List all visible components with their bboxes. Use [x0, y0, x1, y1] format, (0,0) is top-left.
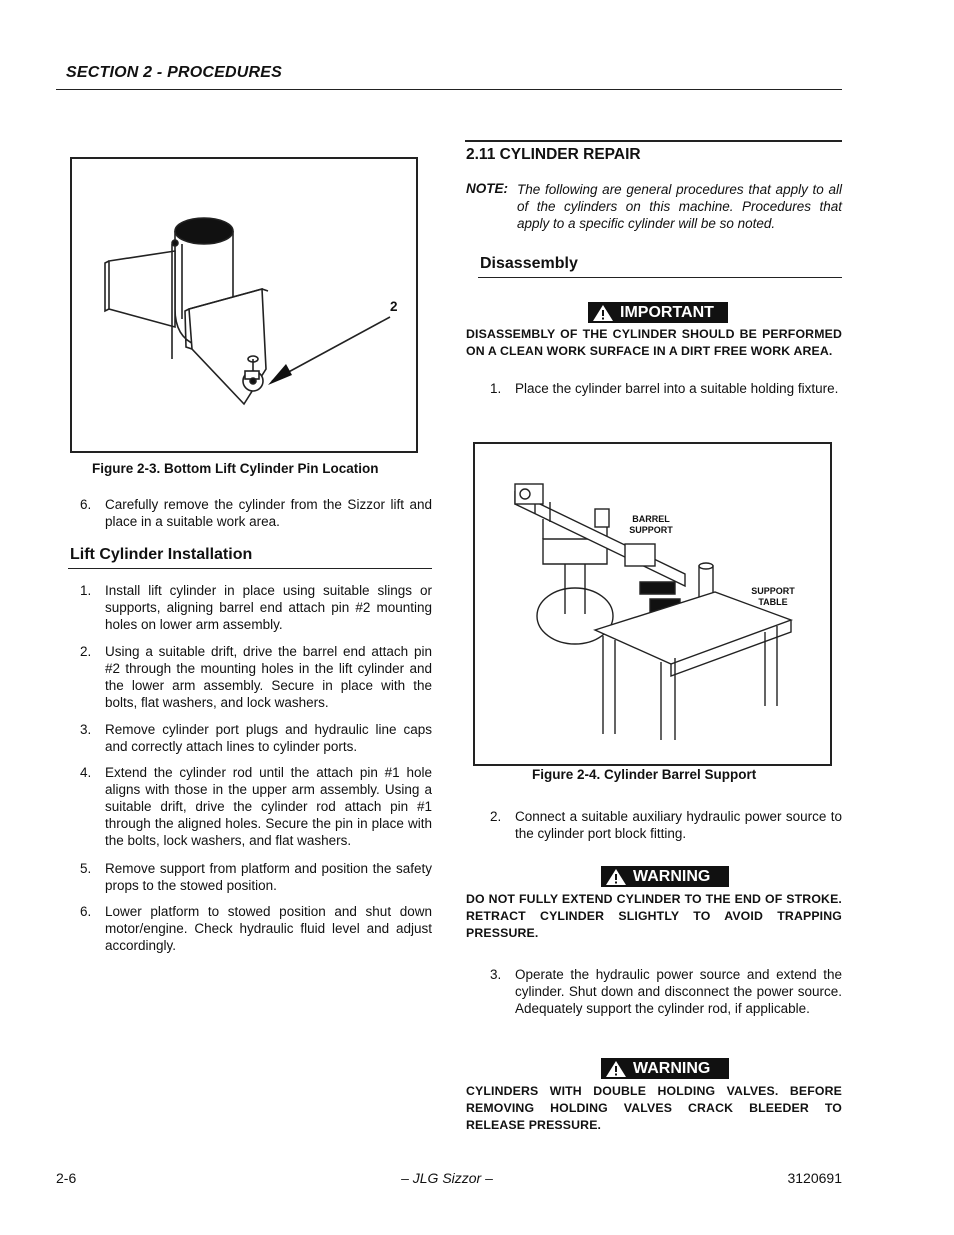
list-number: 2.	[490, 809, 502, 824]
list-text: Install lift cylinder in place using suitable slings or supports, aligning barrel end attach pin #2 mounting holes on lower arm assembly.	[105, 583, 432, 632]
lift-cylinder-pin-illustration	[72, 159, 416, 451]
warning-triangle-icon	[592, 304, 614, 322]
warning-badge	[601, 866, 729, 887]
heading-rule	[68, 568, 432, 569]
figure-cylinder-barrel-support	[473, 442, 832, 766]
warning-text: CYLINDERS WITH DOUBLE HOLDING VALVES. BEFORE REMOVING HOLDING VALVES CRACK BLEEDER TO RELEASE PRESSURE.	[466, 1084, 842, 1132]
important-badge	[588, 302, 728, 323]
warning-text: DO NOT FULLY EXTEND CYLINDER TO THE END OF STROKE. RETRACT CYLINDER SLIGHTLY TO AVOID TRAPPING PRESSURE.	[466, 892, 842, 940]
page-number: 2-6	[56, 1170, 77, 1186]
list-text: Place the cylinder barrel into a suitable holding fixture.	[515, 381, 839, 396]
note-label: NOTE:	[466, 181, 508, 196]
figure-bottom-lift-cylinder	[70, 157, 418, 453]
header-rule	[56, 89, 842, 90]
list-number: 2.	[80, 644, 92, 659]
list-text: Carefully remove the cylinder from the Sizzor lift and place in a suitable work area.	[105, 497, 432, 529]
list-number: 6.	[80, 497, 92, 512]
lift-cylinder-installation-heading: Lift Cylinder Installation	[70, 546, 253, 563]
list-text: Operate the hydraulic power source and extend the cylinder. Shut down and disconnect the power source. Adequately support the cylinder rod, if applicable.	[515, 967, 842, 1016]
list-text: Extend the cylinder rod until the attach pin #1 hole aligns with those in the upper arm assembly. Using a suitable drift, drive the cylinder rod attach pin #1 through the aligned holes. Secure the pin in place with the bolts, lock washers, and flat washers.	[105, 765, 432, 848]
list-number: 3.	[490, 967, 502, 982]
important-label: IMPORTANT	[620, 304, 714, 321]
list-text: Connect a suitable auxiliary hydraulic power source to the cylinder port block fitting.	[515, 809, 842, 841]
list-number: 1.	[80, 583, 92, 598]
list-text: Lower platform to stowed position and shut down motor/engine. Check hydraulic fluid level and adjust accordingly.	[105, 904, 432, 953]
figure-caption-2-4: Figure 2-4. Cylinder Barrel Support	[532, 767, 757, 782]
list-text: Using a suitable drift, drive the barrel end attach pin #2 through the mounting holes in the lift cylinder and the lower arm assembly. Secure in place with the bolts, flat washers, and lock washers.	[105, 644, 432, 710]
list-number: 4.	[80, 765, 92, 780]
list-number: 5.	[80, 861, 92, 876]
note-text: The following are general procedures that apply to all of the cylinders on this machine. Procedures that apply to a specific cylinder will be so noted.	[517, 182, 842, 231]
barrel-support-label: BARREL SUPPORT	[629, 514, 673, 535]
figure-callout-number: 2	[390, 299, 398, 314]
figure-caption-2-3: Figure 2-3. Bottom Lift Cylinder Pin Location	[92, 461, 379, 476]
callout-arrow-icon	[268, 364, 292, 385]
warning-badge	[601, 1058, 729, 1079]
list-number: 3.	[80, 722, 92, 737]
cylinder-repair-heading: 2.11 CYLINDER REPAIR	[466, 146, 641, 163]
warning-triangle-icon	[605, 1060, 627, 1078]
disassembly-heading: Disassembly	[480, 255, 578, 272]
list-number: 6.	[80, 904, 92, 919]
warning-triangle-icon	[605, 868, 627, 886]
warning-label: WARNING	[633, 1060, 711, 1077]
support-table-label: SUPPORT TABLE	[751, 586, 795, 607]
list-text: Remove support from platform and position the safety props to the stowed position.	[105, 861, 432, 893]
list-text: Remove cylinder port plugs and hydraulic line caps and correctly attach lines to cylinder ports.	[105, 722, 432, 754]
section-title: SECTION 2 - PROCEDURES	[66, 64, 282, 81]
section-heading-rule	[465, 140, 842, 142]
heading-rule	[478, 277, 842, 278]
important-text: DISASSEMBLY OF THE CYLINDER SHOULD BE PERFORMED ON A CLEAN WORK SURFACE IN A DIRT FREE WORK AREA.	[466, 327, 842, 358]
footer-title: – JLG Sizzor –	[401, 1170, 493, 1186]
warning-label: WARNING	[633, 868, 711, 885]
document-number: 3120691	[787, 1170, 842, 1186]
list-number: 1.	[490, 381, 502, 396]
